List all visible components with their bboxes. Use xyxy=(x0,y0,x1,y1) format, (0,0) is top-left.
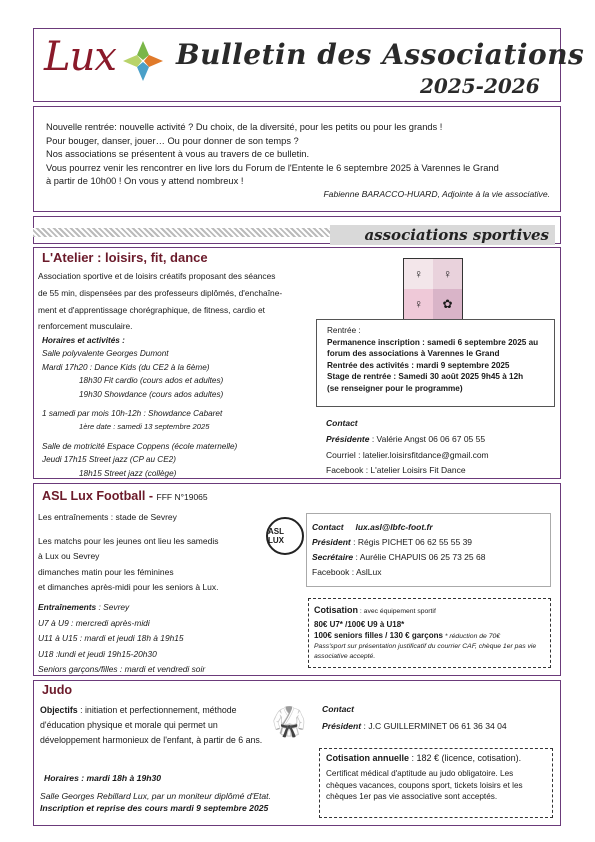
train-line: Seniors garçons/filles : mardi et vendredi soir xyxy=(38,664,206,674)
judo-title: Judo xyxy=(42,683,73,697)
schedule-line: 1 samedi par mois 10h-12h : Showdance Cabaret xyxy=(42,409,223,419)
judo-hours xyxy=(40,772,310,815)
room-name: Salle de motricité Espace Coppens (école maternelle) xyxy=(42,441,238,451)
section-band-pattern xyxy=(33,228,333,237)
cotis-text: Certificat médical d'aptitude au judo obligatoire. Les chèques vacances, coupons sport, tickets loisirs et les chèques 1er pas vie associative sont acceptés. xyxy=(326,769,523,802)
cotis-title: Cotisation annuelle xyxy=(326,753,410,763)
flower-icon: ✿ xyxy=(433,289,462,319)
intro-signature: Fabienne BARACCO-HUARD, Adjointe à la vie associative. xyxy=(323,189,550,200)
football-description xyxy=(38,510,288,596)
desc-line: et dimanches après-midi pour les seniors à Lux. xyxy=(38,582,219,593)
logo-emblem-icon xyxy=(118,36,168,86)
contact-title: Contact xyxy=(322,704,354,714)
football-title-text: ASL Lux Football - xyxy=(42,489,157,503)
intro-box xyxy=(33,106,561,212)
atelier-description xyxy=(38,268,328,335)
desc-line: renforcement musculaire. xyxy=(38,321,133,332)
secretaire-label: Secrétaire xyxy=(312,552,354,562)
atelier-logo-image xyxy=(403,258,463,320)
judo-description xyxy=(40,703,275,748)
room-name: Salle polyvalente Georges Dumont xyxy=(42,349,169,359)
football-trainings xyxy=(38,600,298,678)
train-line: U7 à U9 : mercredi après-midi xyxy=(38,617,150,628)
train-where: : Sevrey xyxy=(96,602,130,612)
atelier-hours xyxy=(42,334,312,480)
intro-line: Vous pourrez venir les rencontrer en live lors du Forum de l'Entente le 6 septembre 2025 à Varennes le Grand xyxy=(46,162,499,173)
intro-line: Nos associations se présentent à vous au travers de ce bulletin. xyxy=(46,149,310,160)
train-line: U18 :lundi et jeudi 19h15-20h30 xyxy=(38,648,157,659)
hours-title: Horaires et activités : xyxy=(42,336,125,345)
rentree-line: Permanence inscription : samedi 6 septembre 2025 au xyxy=(327,337,539,347)
president-value: : J.C GUILLERMINET 06 61 36 34 04 xyxy=(361,721,507,731)
football-contact xyxy=(312,520,552,580)
president-label: Président xyxy=(322,721,362,731)
rentree-line: Rentrée des activités : mardi 9 septembre 2025 xyxy=(327,360,510,370)
judo-cotisation-box xyxy=(319,748,553,818)
cotis-value: : 182 € (licence, cotisation). xyxy=(409,753,522,763)
dancer-icon: ♀ xyxy=(404,289,433,319)
desc-line: Association sportive et de loisirs créatifs proposant des séances xyxy=(38,271,276,281)
cotis-note: * réduction de 70€ xyxy=(442,632,501,640)
rentree-line: (se renseigner pour le programme) xyxy=(327,383,463,393)
facebook-link[interactable]: Facebook : L'atelier Loisirs Fit Dance xyxy=(326,465,466,476)
intro-line: à partir de 10h00 ! On vous y attend nombreux ! xyxy=(46,176,244,187)
dancer-icon: ♀ xyxy=(404,259,433,289)
train-title: Entraînements xyxy=(38,602,97,612)
president-label: Présidente xyxy=(326,433,370,444)
badge-text: ASL LUX xyxy=(268,527,284,545)
email-link[interactable]: lux.asl@lbfc-foot.fr xyxy=(355,522,433,532)
football-cotisation-box xyxy=(308,598,551,668)
president-label: Président xyxy=(312,537,351,547)
atelier-rentree-box xyxy=(316,319,555,407)
schedule-line: 1ère date : samedi 13 septembre 2025 xyxy=(79,422,210,432)
desc-line: ment et d'apprentissage chorégraphique, de fitness, cardio et xyxy=(38,304,265,315)
bulletin-year: 2025-2026 xyxy=(420,74,540,98)
hours-line: Horaires : mardi 18h à 19h30 xyxy=(44,773,162,783)
desc-line: de 55 min, dispensées par des professeurs diplômés, d'enchaîne- xyxy=(38,287,283,298)
reprise-line: Inscription et reprise des cours mardi 9 septembre 2025 xyxy=(40,803,269,814)
lux-logo: Lux xyxy=(44,34,116,80)
judo-contact xyxy=(322,701,552,735)
bulletin-title: Bulletin des Associations xyxy=(176,38,585,71)
contact-title: Contact xyxy=(312,522,344,532)
atelier-contact xyxy=(326,416,556,479)
cotis-title: Cotisation xyxy=(314,605,358,615)
desc-line xyxy=(38,526,288,534)
objectifs-text: : initiation et perfectionnement, méthode d'éducation physique et morale qui permet un développement harmonieux de l'enfant, à partir de 6 ans. xyxy=(40,705,263,745)
schedule-line: 18h15 Street jazz (collège) xyxy=(79,468,177,478)
president-value: : Valérie Angst 06 06 67 05 55 xyxy=(369,433,486,444)
schedule-line: Mardi 17h20 : Dance Kids (du CE2 à la 6ème) xyxy=(42,362,210,372)
intro-line: Pour bouger, danser, jouer… Ou pour donner de son temps ? xyxy=(46,135,299,146)
section-label: associations sportives xyxy=(330,225,555,245)
schedule-line: 19h30 Showdance (cours ados adultes) xyxy=(79,389,224,399)
email-link[interactable]: Courriel : latelier.loisirsfitdance@gmail.com xyxy=(326,449,489,460)
desc-line: Les matchs pour les jeunes ont lieu les samedis xyxy=(38,535,219,546)
cotis-line: 80€ U7* /100€ U9 à U18* xyxy=(314,619,405,629)
desc-line: à Lux ou Sevrey xyxy=(38,551,100,562)
rentree-line: forum des associations à Varennes le Grand xyxy=(327,349,500,359)
room-line: Salle Georges Rebillard Lux, par un moniteur diplômé d'Etat. xyxy=(40,791,271,802)
atelier-title: L'Atelier : loisirs, fit, dance xyxy=(42,250,208,265)
desc-line: Les entraînements : stade de Sevrey xyxy=(38,512,177,522)
fff-number: FFF N°19065 xyxy=(156,492,208,502)
football-club-badge xyxy=(266,517,304,555)
cotis-line: 100€ seniors filles / 130 € garçons xyxy=(314,630,443,640)
president-value: : Régis PICHET 06 62 55 55 39 xyxy=(350,537,473,547)
secretaire-value: : Aurélie CHAPUIS 06 25 73 25 68 xyxy=(353,552,486,562)
cotis-line: Pass'sport sur présentation justificatif du courrier CAF, chèque 1er pas vie associative accepté. xyxy=(314,643,537,660)
desc-line: dimanches matin pour les féminines xyxy=(38,566,174,577)
train-line: U11 à U15 : mardi et jeudi 18h à 19h15 xyxy=(38,633,184,643)
cotis-sub: : avec équipement sportif xyxy=(358,608,436,615)
football-title xyxy=(42,489,208,503)
schedule-line: Jeudi 17h15 Street jazz (CP au CE2) xyxy=(42,455,176,465)
objectifs-label: Objectifs xyxy=(40,705,78,715)
contact-title: Contact xyxy=(326,418,358,428)
schedule-line: 18h30 Fit cardio (cours ados et adultes) xyxy=(79,376,224,386)
judo-fighters-icon: 🥋 xyxy=(271,705,307,737)
dancer-icon: ♀ xyxy=(433,259,462,289)
rentree-line: Stage de rentrée : Samedi 30 août 2025 9h45 à 12h xyxy=(327,372,524,382)
facebook-link[interactable]: Facebook : AslLux xyxy=(312,567,382,577)
intro-line: Nouvelle rentrée: nouvelle activité ? Du choix, de la diversité, pour les petits ou pour les grands ! xyxy=(46,122,443,132)
rentree-label: Rentrée : xyxy=(327,326,361,335)
